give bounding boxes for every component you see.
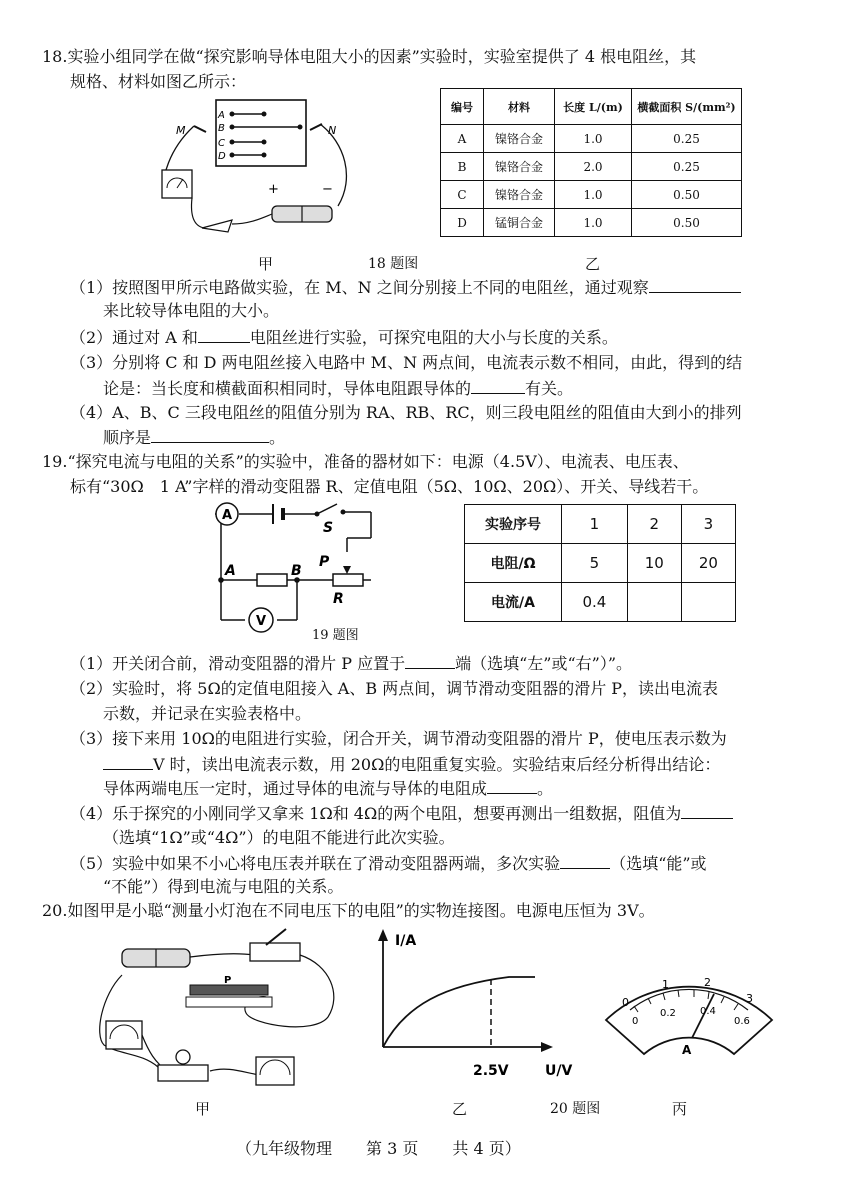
q18-circuit-figure [150, 98, 365, 248]
table-cell: 0.50 [632, 181, 742, 209]
q18-part3-line2: 论是：当长度和横截面积相同时，导体电阻跟导体的 有关。 [103, 379, 574, 398]
table-cell: 1.0 [555, 209, 632, 237]
table-cell: 锰铜合金 [484, 209, 555, 237]
q18-resistance-table [440, 88, 742, 237]
q20-caption-jia: 甲 [195, 1100, 211, 1118]
graph-voltage-mark: 2.5V [473, 1063, 509, 1079]
scale-big-tick: 1 [662, 978, 669, 991]
answer-blank[interactable] [151, 426, 269, 443]
scale-big-tick: 3 [746, 992, 753, 1005]
clip-m-label: M [176, 124, 186, 137]
switch-icon [250, 943, 300, 961]
table-cell: 0.50 [632, 209, 742, 237]
table-cell: 2 [627, 505, 681, 544]
slider-p-label: P [224, 975, 232, 986]
graph-y-label: I/A [395, 933, 417, 949]
footer-page: 第 3 页 [366, 1139, 419, 1158]
graph-x-label: U/V [545, 1063, 573, 1079]
table-row [465, 583, 736, 622]
scale-big-tick: 2 [704, 976, 711, 989]
wire-a-label: A [218, 110, 225, 121]
table-cell: 电流/A [465, 583, 562, 622]
ammeter-label: A [221, 508, 233, 523]
bulb-icon [176, 1050, 190, 1064]
q20-circuit-figure [90, 925, 340, 1095]
answer-blank[interactable] [560, 852, 610, 869]
rheostat-icon [190, 985, 268, 995]
table-cell: C [441, 181, 484, 209]
q18-part1-line2: 来比较导体电阻的大小。 [103, 301, 280, 320]
table-row [465, 505, 736, 544]
table-cell: 3 [681, 505, 735, 544]
switch-icon [202, 220, 232, 232]
table-row [441, 125, 742, 153]
q19-part3-line2: V 时，读出电流表示数，用 20Ω的电阻重复实验。实验结束后经分析得出结论： [103, 753, 720, 776]
lamp-base-icon [158, 1065, 208, 1081]
q19-data-table [464, 504, 736, 622]
footer [236, 1138, 521, 1160]
table-cell: 实验序号 [465, 505, 562, 544]
answer-blank[interactable] [198, 326, 250, 343]
q18-caption-figure: 18 题图 [368, 256, 419, 272]
rheostat-icon [333, 574, 363, 586]
slider-p-label: P [319, 554, 330, 570]
table-cell: 镍铬合金 [484, 153, 555, 181]
table-cell: A [441, 125, 484, 153]
q19-caption: 19 题图 [312, 628, 359, 643]
table-cell: 5 [562, 544, 628, 583]
q19-part5-line1: （5）实验中如果不小心将电压表并联在了滑动变阻器两端，多次实验 （选填“能”或 [70, 854, 707, 873]
q18-part4-line1: （4）A、B、C 三段电阻丝的阻值分别为 RA、RB、RC，则三段电阻丝的阻值由大到小的排列 [70, 403, 742, 422]
q18-caption-yi: 乙 [585, 255, 601, 273]
q19-part2-line1: （2）实验时，将 5Ω的定值电阻接入 A、B 两点间，调节滑动变阻器的滑片 P，读出电流表 [70, 679, 719, 698]
table-cell: 0.25 [632, 125, 742, 153]
q20-stem: 20.如图甲是小聪“测量小灯泡在不同电压下的电阻”的实物连接图。电源电压恒为 3V。 [42, 901, 655, 920]
table-row [441, 181, 742, 209]
table-header: 长度 L/(m) [555, 89, 632, 125]
q18-part3-line1: （3）分别将 C 和 D 两电阻丝接入电路中 M、N 两点间，电流表示数不相同，由此，得到的结 [70, 353, 743, 372]
q19-circuit-figure [205, 496, 380, 636]
rheostat-r-label: R [333, 591, 344, 607]
fixed-resistor-icon [257, 574, 287, 586]
table-cell: 0.25 [632, 153, 742, 181]
answer-blank[interactable] [103, 753, 153, 770]
iv-curve [383, 977, 535, 1047]
answer-blank[interactable] [649, 276, 741, 293]
clip-n-label: N [328, 124, 337, 137]
node-a-label: A [225, 563, 236, 579]
table-row [441, 209, 742, 237]
answer-blank[interactable] [471, 377, 525, 394]
q20-iv-graph [365, 925, 585, 1085]
wire-d-label: D [218, 151, 226, 162]
answer-blank[interactable] [405, 652, 455, 669]
table-cell: B [441, 153, 484, 181]
scale-big-tick: 0 [622, 996, 629, 1009]
wire-b-label: B [218, 123, 225, 134]
voltmeter-label: V [255, 614, 267, 629]
table-cell: 1.0 [555, 125, 632, 153]
q19-part1: （1）开关闭合前，滑动变阻器的滑片 P 应置于 端（选填“左”或“右”）”。 [70, 654, 633, 673]
q18-part4-line2: 顺序是 。 [103, 428, 286, 447]
table-header: 横截面积 S/(mm²) [632, 89, 742, 125]
table-cell: 1.0 [555, 181, 632, 209]
table-header: 材料 [484, 89, 555, 125]
node-b-label: B [291, 563, 302, 579]
scale-small-tick: 0.4 [700, 1006, 716, 1017]
q18-stem-line2: 规格、材料如图乙所示： [70, 72, 247, 91]
q19-part4-line1: （4）乐于探究的小刚同学又拿来 1Ω和 4Ω的两个电阻，想要再测出一组数据，阻值为 [70, 802, 733, 825]
q18-stem-line1: 18.实验小组同学在做“探究影响导体电阻大小的因素”实验时，实验室提供了 4 根电阻丝，其 [42, 47, 697, 66]
table-cell: 20 [681, 544, 735, 583]
q19-part3-line3: 导体两端电压一定时，通过导体的电流与导体的电阻成 。 [103, 779, 554, 798]
footer-subject: （九年级物理 [236, 1139, 333, 1158]
q20-caption-yi: 乙 [452, 1100, 468, 1118]
table-cell: 镍铬合金 [484, 125, 555, 153]
table-cell: 0.4 [562, 583, 628, 622]
q20-caption-figure: 20 题图 [550, 1101, 601, 1117]
switch-label: S [323, 520, 334, 536]
table-cell: 电阻/Ω [465, 544, 562, 583]
scale-small-tick: 0.2 [660, 1008, 676, 1019]
q18-part1-line1: （1）按照图甲所示电路做实验，在 M、N 之间分别接上不同的电阻丝，通过观察 [70, 276, 741, 299]
table-cell: 1 [562, 505, 628, 544]
q19-stem-line2: 标有“30Ω 1 A”字样的滑动变阻器 R、定值电阻（5Ω、10Ω、20Ω）、开关、导线若干。 [70, 477, 709, 496]
footer-total: 共 4 页） [452, 1139, 521, 1158]
battery-plus-label: + [268, 182, 279, 197]
answer-blank[interactable] [681, 802, 733, 819]
q19-stem-line1: 19.“探究电流与电阻的关系”的实验中，准备的器材如下：电源（4.5V）、电流表、电压表、 [42, 452, 689, 471]
battery-minus-label: − [322, 182, 333, 197]
q18-caption-jia: 甲 [258, 255, 274, 273]
q20-caption-bing: 丙 [672, 1100, 688, 1118]
wire-c-label: C [218, 138, 225, 149]
meter-unit: A [682, 1043, 692, 1057]
table-cell: 10 [627, 544, 681, 583]
q19-part5-line2: “不能”）得到电流与电阻的关系。 [103, 877, 344, 896]
q19-part3-line1: （3）接下来用 10Ω的电阻进行实验，闭合开关，调节滑动变阻器的滑片 P，使电压表示数为 [70, 729, 727, 748]
ammeter-icon [162, 170, 192, 198]
q20-ammeter-dial [596, 950, 782, 1065]
table-cell[interactable] [627, 583, 681, 622]
table-row [465, 544, 736, 583]
ammeter-icon [256, 1057, 294, 1085]
scale-small-tick: 0.6 [734, 1016, 750, 1027]
table-cell: D [441, 209, 484, 237]
table-header: 编号 [441, 89, 484, 125]
answer-blank[interactable] [487, 777, 537, 794]
q19-part4-line2: （选填“1Ω”或“4Ω”）的电阻不能进行此次实验。 [103, 828, 455, 847]
q19-part2-line2: 示数，并记录在实验表格中。 [103, 704, 312, 723]
table-row [441, 153, 742, 181]
table-cell: 镍铬合金 [484, 181, 555, 209]
table-cell: 2.0 [555, 153, 632, 181]
table-cell[interactable] [681, 583, 735, 622]
scale-small-tick: 0 [632, 1016, 639, 1027]
q18-part2: （2）通过对 A 和 电阻丝进行实验，可探究电阻的大小与长度的关系。 [70, 328, 618, 347]
